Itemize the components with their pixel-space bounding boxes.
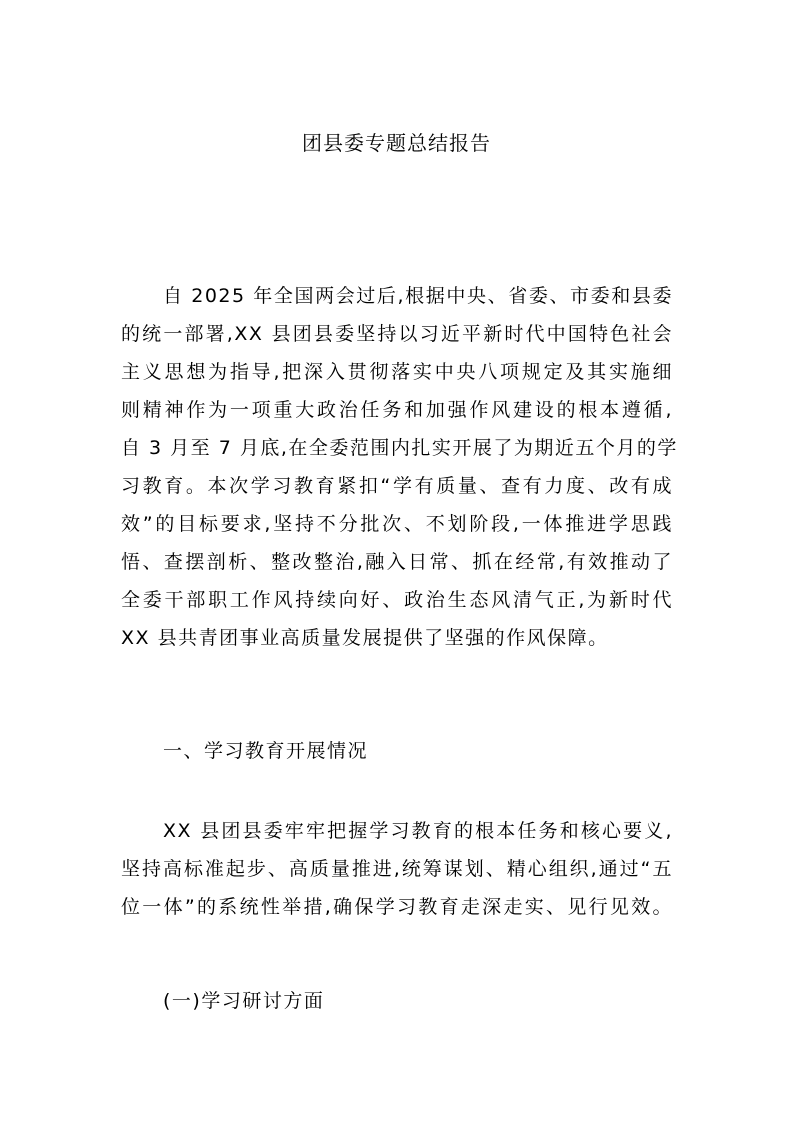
section-paragraph [121, 812, 673, 926]
paragraph-line: 自 3 月至 7 月底,在全委范围内扎实开展了为期近五个月的学 [121, 437, 678, 459]
paragraph-line: 坚持高标准起步、高质量推进,统筹谋划、精心组织,通过“五 [121, 858, 673, 880]
document-title: 团县委专题总结报告 [302, 131, 491, 155]
paragraph-line: 位一体”的系统性举措,确保学习教育走深走实、见行见效。 [121, 896, 673, 918]
intro-paragraph [121, 277, 678, 657]
subsection-heading-text: (一)学习研讨方面 [163, 990, 325, 1012]
section-heading [121, 732, 673, 770]
paragraph-line: 则精神作为一项重大政治任务和加强作风建设的根本遵循, [121, 399, 673, 421]
paragraph-line: 主义思想为指导,把深入贯彻落实中央八项规定及其实施细 [121, 361, 673, 383]
paragraph-line: 习教育。本次学习教育紧扣“学有质量、查有力度、改有成 [121, 475, 673, 497]
paragraph-line: 的统一部署,XX 县团县委坚持以习近平新时代中国特色社会 [121, 323, 673, 345]
paragraph-line: 悟、查摆剖析、整改整治,融入日常、抓在经常,有效推动了 [121, 551, 673, 573]
paragraph-line: XX 县共青团事业高质量发展提供了坚强的作风保障。 [121, 627, 609, 649]
paragraph-line: 全委干部职工作风持续向好、政治生态风清气正,为新时代 [121, 589, 673, 611]
paragraph-line: XX 县团县委牢牢把握学习教育的根本任务和核心要义, [163, 820, 673, 842]
subsection-heading [121, 982, 673, 1020]
paragraph-line: 自 2025 年全国两会过后,根据中央、省委、市委和县委 [163, 285, 673, 307]
section-heading-text: 一、学习教育开展情况 [163, 740, 369, 762]
paragraph-line: 效”的目标要求,坚持不分批次、不划阶段,一体推进学思践 [121, 513, 673, 535]
